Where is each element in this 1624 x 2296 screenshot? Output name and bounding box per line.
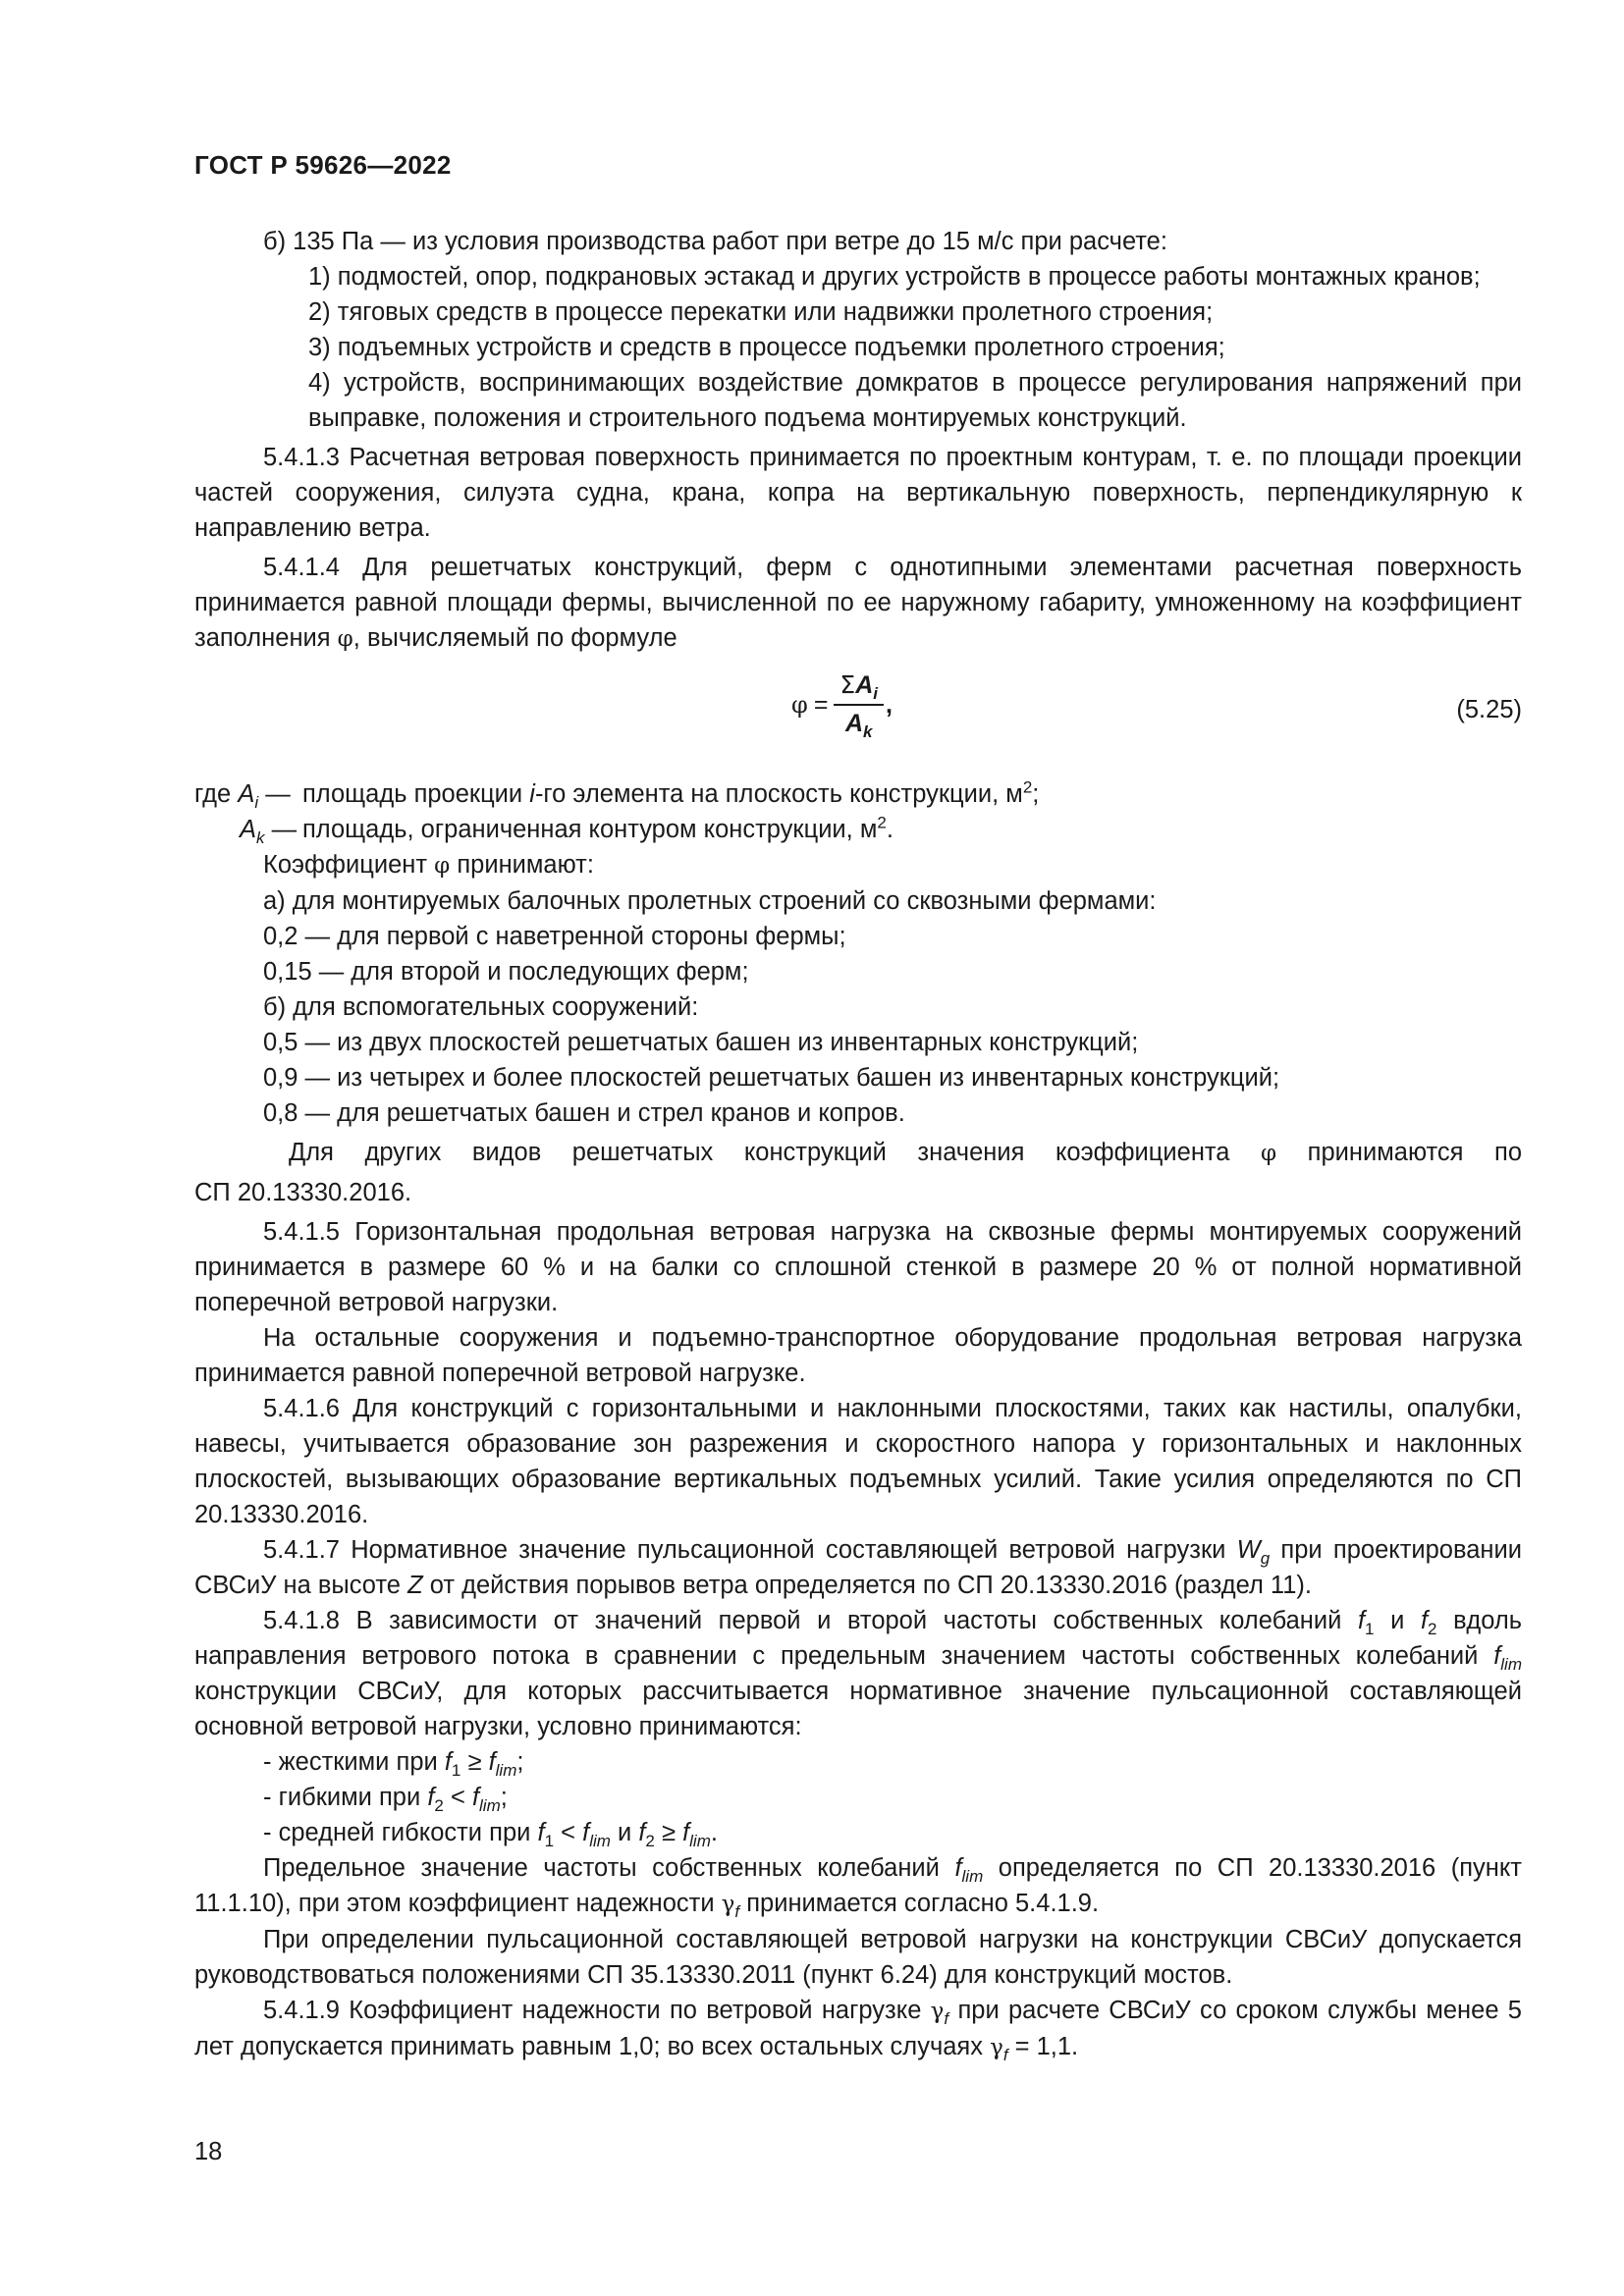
- sigma-symbol: Σ: [839, 670, 856, 699]
- text-span: - гибкими при: [263, 1784, 428, 1811]
- paragraph-other-types: [194, 1135, 1522, 1171]
- text-span: 5.4.1.8 В зависимости от значений первой и второй частоты собственных колебаний: [263, 1607, 1358, 1634]
- definition-ai: [194, 776, 1522, 812]
- paragraph-5-4-1-7: [194, 1532, 1522, 1603]
- list-item: 0,5 — из двух плоскостей решетчатых башен из инвентарных конструкций;: [263, 1029, 1139, 1056]
- list-item: б) для вспомогательных сооружений:: [263, 993, 699, 1021]
- paragraph-5-4-1-8: [194, 1603, 1522, 1744]
- var: f: [488, 1748, 496, 1776]
- text-span: ;: [516, 1748, 524, 1776]
- text-span: принимаются по: [1276, 1139, 1523, 1166]
- paragraph-coef: [194, 847, 1522, 883]
- var-sub: 2: [434, 1796, 444, 1816]
- var-sub: lim: [961, 1867, 984, 1887]
- gamma-symbol: γ: [930, 1999, 945, 2024]
- operator: ≥: [654, 1819, 683, 1846]
- paragraph-other-types-end: СП 20.13330.2016.: [194, 1179, 412, 1206]
- formula-number: (5.25): [1456, 696, 1522, 723]
- definition-text: [302, 812, 893, 847]
- definition-text: [302, 776, 1039, 812]
- var: f: [427, 1784, 435, 1811]
- text-span: конструкции СВСиУ, для которых рассчитывается нормативное значение пульсационной составляющей основной ветровой нагрузки, условно принимаются:: [194, 1678, 1522, 1740]
- text-span: при расчете СВСиУ со сроком службы менее 5 лет допускается принимать равным 1,0; во всех остальных случаях: [194, 1997, 1522, 2060]
- definition-term: [194, 812, 302, 847]
- var: A: [238, 780, 255, 808]
- formula-5-25: [194, 665, 1522, 771]
- text-span: площадь, ограниченная контуром конструкции, м: [302, 816, 878, 843]
- formula-lhs: φ: [791, 691, 808, 719]
- var: Z: [407, 1572, 423, 1599]
- var-sub: g: [1260, 1549, 1271, 1569]
- text-span: .: [886, 816, 893, 843]
- dash: —: [265, 780, 291, 808]
- text-span: при проектировании СВСиУ на высоте: [194, 1536, 1522, 1599]
- var-sub: 1: [451, 1761, 461, 1781]
- paragraph-b135: б) 135 Па — из условия производства работ при ветре до 15 м/с при расчете:: [263, 228, 1167, 255]
- var-sub: 2: [1428, 1620, 1437, 1639]
- list-item: 0,9 — из четырех и более плоскостей решетчатых башен из инвентарных конструкций;: [263, 1064, 1280, 1092]
- list-item: а) для монтируемых балочных пролетных строений со сквозными фермами:: [263, 887, 1157, 915]
- paragraph-rest: На остальные сооружения и подъемно-транспортное оборудование продольная ветровая нагрузка принимается равной поперечной ветровой нагрузке.: [194, 1324, 1522, 1387]
- var: f: [1493, 1642, 1501, 1670]
- condition-item: [194, 1744, 1522, 1780]
- gamma-symbol: γ: [990, 2035, 1003, 2060]
- var: f: [537, 1819, 545, 1846]
- var-sub: lim: [479, 1796, 501, 1816]
- var: f: [682, 1819, 690, 1846]
- text-span: Для других видов решетчатых конструкций значения коэффициента: [289, 1139, 1262, 1166]
- formula-equals: =: [813, 691, 829, 719]
- list-item: 0,2 — для первой с наветренной стороны фермы;: [263, 923, 846, 950]
- text-span: от действия порывов ветра определяется по СП 20.13330.2016 (раздел 11).: [422, 1572, 1312, 1599]
- var: f: [471, 1784, 480, 1811]
- var: f: [1420, 1607, 1429, 1634]
- dash: —: [271, 816, 298, 843]
- phi-symbol: φ: [337, 626, 353, 652]
- formula-expression: [791, 668, 893, 741]
- superscript: 2: [1022, 777, 1033, 797]
- paragraph-5-4-1-6: 5.4.1.6 Для конструкций с горизонтальными и наклонными плоскостями, таких как настилы, опалубки, навесы, учитывается образование зон разрежения и скоростного напора у горизонтальных и наклонных плоскостей, вызывающих образование вертикальных подъемных усилий. Такие усилия определяются по СП 20.13330.2016.: [194, 1395, 1522, 1528]
- phi-symbol: φ: [1261, 1141, 1277, 1166]
- text-span: -го элемента на плоскость конструкции, м: [534, 780, 1023, 808]
- text-span: 5.4.1.4 Для решетчатых конструкций, ферм с однотипными элементами расчетная поверхность принимается равной площади фермы, вычисленной по ее наружному габариту, умноженному на коэффициент заполнения: [194, 554, 1522, 652]
- formula-num-sub: i: [873, 684, 879, 703]
- text-span: площадь проекции: [302, 780, 530, 808]
- var-sub: lim: [689, 1832, 711, 1851]
- var-sub: lim: [495, 1761, 517, 1781]
- text-span: и: [1374, 1607, 1421, 1634]
- text-span: .: [710, 1819, 718, 1846]
- text-span: Коэффициент: [263, 851, 435, 879]
- gamma-symbol: γ: [721, 1892, 735, 1917]
- list-item: 2) тяговых средств в процессе перекатки или надвижки пролетного строения;: [308, 298, 1214, 326]
- text-span: 5.4.1.9 Коэффициент надежности по ветровой нагрузке: [263, 1997, 931, 2024]
- var-sub: f: [734, 1902, 740, 1922]
- formula-num-var: A: [855, 671, 874, 699]
- paragraph-5-4-1-9: [194, 1993, 1522, 2065]
- var-sub: 2: [645, 1832, 655, 1851]
- text-span: ;: [1032, 780, 1040, 808]
- text-span: , вычисляемый по формуле: [352, 624, 677, 652]
- var-sub: i: [254, 793, 259, 813]
- list-item: 4) устройств, воспринимающих воздействие домкратов в процессе регулирования напряжений при выправке, положения и строительного подъема монтируемых конструкций.: [308, 369, 1522, 432]
- text-span: ;: [500, 1784, 508, 1811]
- var-sub: 1: [1365, 1620, 1375, 1639]
- superscript: 2: [877, 813, 887, 832]
- formula-comma: ,: [886, 691, 893, 719]
- var: f: [954, 1854, 962, 1882]
- var-sub: f: [1002, 2046, 1008, 2065]
- text-span: - жесткими при: [263, 1748, 445, 1776]
- var-sub: 1: [544, 1832, 555, 1851]
- formula-denominator: [845, 706, 873, 741]
- paragraph-limit: [194, 1850, 1522, 1922]
- text-span: Предельное значение частоты собственных колебаний: [263, 1854, 955, 1882]
- text-span: определяется по СП 20.13330.2016 (пункт 11.1.10), при этом коэффициент надежности: [194, 1854, 1522, 1917]
- text-span: принимается согласно 5.4.1.9.: [739, 1890, 1100, 1917]
- var: f: [1357, 1607, 1366, 1634]
- text-span: и: [610, 1819, 639, 1846]
- document-header: ГОСТ Р 59626—2022: [194, 150, 452, 180]
- var-sub: f: [944, 2009, 949, 2029]
- formula-den-var: A: [844, 710, 864, 737]
- condition-item: [194, 1815, 1522, 1850]
- var-sub: lim: [589, 1832, 611, 1851]
- paragraph-5-4-1-5: 5.4.1.5 Горизонтальная продольная ветровая нагрузка на сквозные фермы монтируемых сооружений принимается в размере 60 % и на балки со сплошной стенкой в размере 20 % от полной нормативной поперечной ветровой нагрузки.: [194, 1218, 1522, 1316]
- definition-ak: [194, 812, 1522, 847]
- var: f: [582, 1819, 590, 1846]
- text-span: принимают:: [450, 851, 594, 879]
- page-number: 18: [194, 2138, 223, 2165]
- list-item: 3) подъемных устройств и средств в процессе подъемки пролетного строения;: [308, 334, 1225, 361]
- formula-den-sub: k: [863, 722, 873, 741]
- operator: ≥: [460, 1748, 489, 1776]
- var: f: [444, 1748, 452, 1776]
- formula-numerator: [834, 668, 884, 706]
- var: f: [638, 1819, 646, 1846]
- document-body: [194, 224, 1522, 2065]
- var: W: [1236, 1536, 1261, 1564]
- formula-fraction: [834, 668, 884, 741]
- paragraph-5-4-1-3: 5.4.1.3 Расчетная ветровая поверхность принимается по проектным контурам, т. е. по площади проекции частей сооружения, силуэта судна, крана, копра на вертикальную поверхность, перпендикулярную к направлению ветра.: [194, 444, 1522, 542]
- text-span: вдоль направления ветрового потока в сравнении с предельным значением частоты собственных колебаний: [194, 1607, 1523, 1670]
- phi-symbol: φ: [434, 853, 451, 879]
- definition-term: [194, 776, 302, 812]
- var-sub: k: [256, 828, 265, 848]
- paragraph-pulsation: При определении пульсационной составляющей ветровой нагрузки на конструкции СВСиУ допускается руководствоваться положениями СП 35.13330.2011 (пункт 6.24) для конструкций мостов.: [194, 1926, 1522, 1989]
- text-span: 5.4.1.7 Нормативное значение пульсационной составляющей ветровой нагрузки: [263, 1536, 1237, 1564]
- list-item: 0,15 — для второй и последующих ферм;: [263, 958, 749, 986]
- var: i: [529, 780, 535, 808]
- operator: <: [443, 1784, 472, 1811]
- text-span: - средней гибкости при: [263, 1819, 538, 1846]
- where-prefix: где: [194, 780, 232, 808]
- var: A: [240, 816, 257, 843]
- condition-item: [194, 1780, 1522, 1815]
- operator: <: [554, 1819, 583, 1846]
- list-item: 1) подмостей, опор, подкрановых эстакад и других устройств в процессе работы монтажных кранов;: [308, 263, 1481, 291]
- var-sub: lim: [1500, 1655, 1522, 1675]
- paragraph-5-4-1-4: [194, 550, 1522, 657]
- list-item: 0,8 — для решетчатых башен и стрел кранов и копров.: [263, 1099, 905, 1127]
- text-span: = 1,1.: [1007, 2033, 1079, 2060]
